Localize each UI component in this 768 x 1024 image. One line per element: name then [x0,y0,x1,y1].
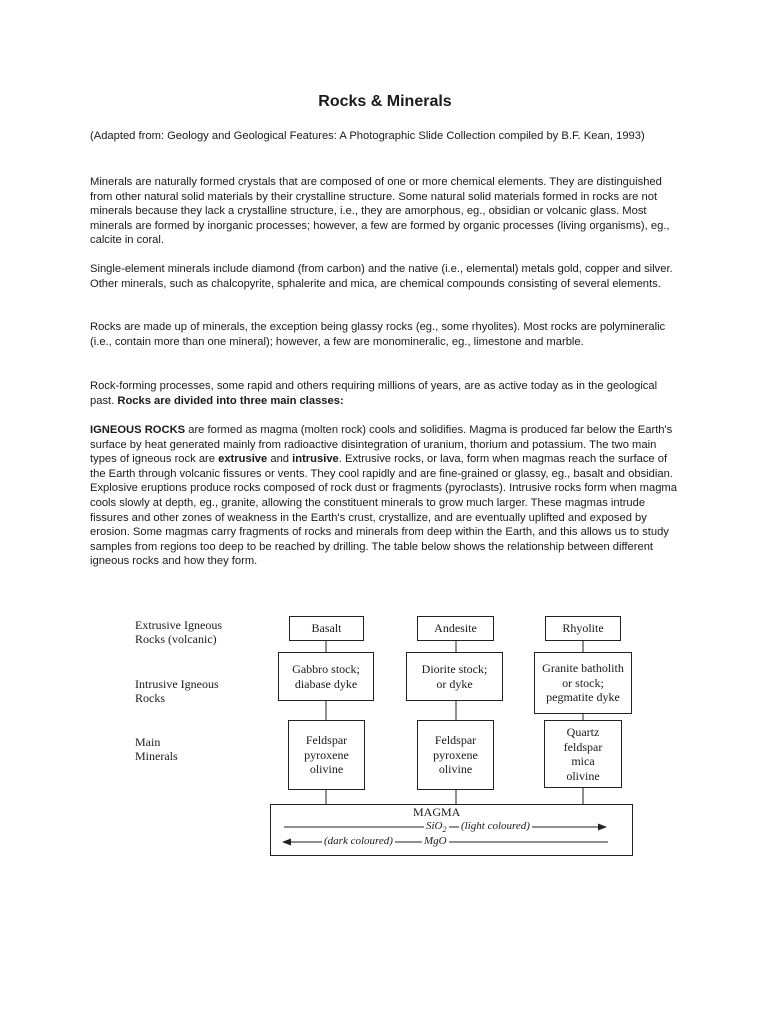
silica-label [424,820,449,834]
paragraph-rocks: Rocks are made up of minerals, the exception being glassy rocks (eg., some rhyolites). Most rocks are polymineralic (i.e., contain more than one mineral); however, a few are monomineralic, eg., limestone and marble. [90,321,666,348]
paragraph-minerals: Minerals are naturally formed crystals that are composed of one or more chemical elements. They are distinguished from other natural solid materials by their crystalline structure. Some natural solid materials formed in rocks are not minerals because they lack a crystalline structure, i.e., they are amorphous, eg., obsidian or volcanic glass. Most minerals are formed by inorganic processes; however, a few are formed by organic processes (living organisms), eg., calcite in coral. [90,176,670,247]
box-diorite: Diorite stock; or dyke [406,652,503,701]
box-basalt: Basalt [289,616,364,641]
igneous-text-c: . Extrusive rocks, or lava, form when magmas reach the surface of the Earth through volcanic fissures or vents. They cool rapidly and are fine-grained or glassy, eg., basalt and obsidian. Explosive eruptions produce rocks composed of rock dust or fragments (pyroclasts). Intrusive rocks form when magma cools slowly at depth, eg., granite, allowing the constituent minerals to grow much larger. These magmas intrude fissures and other zones of weakness in the Earth's crust, crystallize, and are eventually uplifted and exposed by erosion. Some magmas carry fragments of rocks and minerals from deep within the Earth, and this allows us to study samples from regions too deep to be reached by drilling. The table below shows the relationship between different igneous rocks and how they form. [90,453,677,568]
box-rhyolite-minerals: Quartz feldspar mica olivine [544,720,622,788]
page-title: Rocks & Minerals [318,93,452,110]
igneous-text-and: and [267,453,293,466]
row-label-intrusive: Intrusive Igneous Rocks [135,677,219,705]
intrusive-term: intrusive [292,453,339,466]
row-label-extrusive: Extrusive Igneous Rocks (volcanic) [135,618,222,646]
igneous-rock-diagram [90,600,680,870]
box-andesite: Andesite [417,616,494,641]
row-label-minerals: Main Minerals [135,735,178,763]
box-basalt-minerals: Feldspar pyroxene olivine [288,720,365,790]
paragraph-single-element: Single-element minerals include diamond (from carbon) and the native (i.e., elemental) metals gold, copper and silver. Other minerals, such as chalcopyrite, sphalerite and mica, are chemical compounds consisting of several elements. [90,263,673,290]
box-granite: Granite batholith or stock; pegmatite dyke [534,652,632,714]
box-gabbro: Gabbro stock; diabase dyke [278,652,374,701]
three-classes-heading: Rocks are divided into three main classes: [117,394,344,407]
extrusive-term: extrusive [218,453,268,466]
box-rhyolite: Rhyolite [545,616,621,641]
paragraph-igneous [90,423,680,569]
mgo-label: MgO [424,835,447,847]
igneous-text-a: are formed as magma (molten rock) cools and solidifies. Magma is produced far below the Earth's surface by heat generated mainly from radioactive disintegration of uranium, thorium and potassium. The two main types of igneous rock are [90,424,673,466]
box-andesite-minerals: Feldspar pyroxene olivine [417,720,494,790]
light-coloured-label: (light coloured) [461,820,530,832]
magma-title: MAGMA [413,805,461,819]
source-note: (Adapted from: Geology and Geological Features: A Photographic Slide Collection compiled by B.F. Kean, 1993) [90,130,645,142]
silica-text: SiO [426,820,443,832]
silica-subscript: 2 [442,825,447,835]
dark-coloured-label: (dark coloured) [324,835,393,847]
igneous-term: IGNEOUS ROCKS [90,424,186,436]
processes-text: Rock-forming processes, some rapid and others requiring millions of years, are as active today as in the geological past. [90,380,658,407]
paragraph-processes [90,379,680,408]
